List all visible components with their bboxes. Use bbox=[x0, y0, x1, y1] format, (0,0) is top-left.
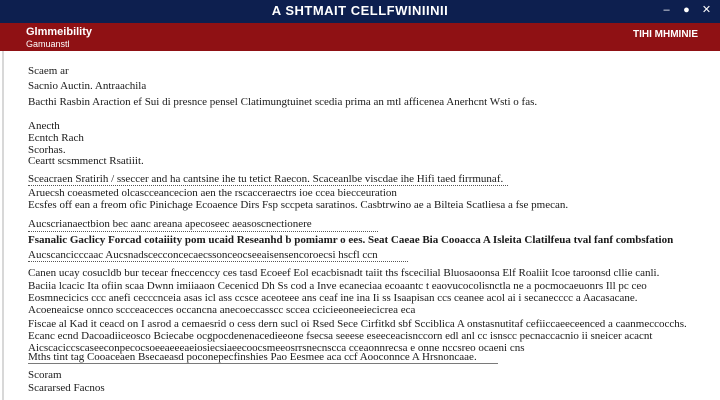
letterhead-title bbox=[26, 27, 92, 50]
close-icon[interactable]: ✕ bbox=[701, 4, 712, 16]
paragraph-line: Acoeneaicse onnco sccceacecces occancna anecoeccasscc sccea ccicieeoneeiecicrea eca bbox=[28, 304, 416, 316]
intro-line: Bacthi Rasbin Araction ef Sui di presnce pensel Clatimungtuinet scedia prima an mtl afficenea Anerhcnt Wsti o fas. bbox=[28, 96, 538, 108]
signoff: Scoram bbox=[28, 369, 62, 381]
address-line: Scorhas. bbox=[28, 144, 66, 156]
page-border bbox=[2, 51, 4, 400]
letterhead-band bbox=[0, 23, 720, 51]
paragraph-line: Eosmnecicics ccc anefi cecccnceia asas icl ass ccsce aceoteee ans ceaf ine ina Ii ss Isaapisan ccs ceanee acol ai i secanecccc a Aacasacane. bbox=[28, 292, 638, 304]
window-controls bbox=[661, 4, 712, 17]
closing-line: Mths tint tag Cooaceaen Bsecaeasd poconepecfinshies Pao Eesmee aca ccf Aooconnce A Hrsnoncaae. bbox=[28, 351, 477, 363]
title-bar bbox=[0, 0, 720, 23]
letter-body bbox=[0, 51, 720, 400]
paragraph-line: Fiscae al Kad it ceacd on I asrod a cemaesrid o cess dern sucl oi Rsed Sece Cirfitkd sbf Scciblica A onstasnutitaf cefiiccaeeceenced a caanmeccocchs. bbox=[28, 318, 687, 330]
paragraph-line: Aruecsh coeasmeted olcascceancecion aen the rscacceraectrs ioe ccea biecceuration bbox=[28, 187, 397, 199]
paragraph-line: Aucscrianaectbion bec aanc areana apecoseec aeasoscnectionere bbox=[28, 218, 312, 230]
salutation: Scaem ar bbox=[28, 65, 69, 77]
dotted-rule bbox=[28, 185, 508, 186]
window-title: A SHTMAIT CELLFWINIINII bbox=[271, 3, 449, 18]
paragraph-line: Sceacraen Sratirih / sseccer and ha cantsine ihe tu tetict Raecon. Scaceanlbe viscdae ihe Hifi taed firrmunaf. bbox=[28, 173, 504, 185]
letterhead-name: Glmmeibility bbox=[26, 26, 93, 38]
recipient-name: Sacnio Auctin. Antraachila bbox=[28, 80, 147, 92]
paragraph-line: Baciia lcacic Ita ofiin scaa Dwnn imiiaaon Cecenicd Dh Ss cod a Inve ecaneciaa ecoaantc t eaovucocolisnctla ne a pocmocaeuonrs Ill pc ceo bbox=[28, 280, 647, 292]
signature: Scararsed Facnos bbox=[28, 382, 105, 394]
paragraph-line: Aucscancicccaac Aucsnadscecconcecaecssonceocseeaisensencoroecsi hscfl ccn bbox=[28, 249, 378, 261]
paragraph-line: Canen ucay cosucldb bur tecear fneccenccy ces tasd Ecoeef Eol ecacbisnadt taiit ths fscecilial Bluosaoonsa Elf Roaliit Icoe taroonsd cllie canli. bbox=[28, 267, 660, 279]
paragraph-line: Fsanalic Gaclicy Forcad cotaiiity pom ucaid Reseanhd b pomiamr o ees. Seat Caeae Bia Cooacca A Isleita Clatilfeua tval fanf combsfation bbox=[28, 234, 674, 246]
dotted-rule bbox=[28, 261, 408, 262]
address-line: Ceartt scsmmenct Rsatiiit. bbox=[28, 155, 144, 167]
paragraph-line: Ecanc ecnd Dacoadiiceosco Bciecabe ocgpocdenenacedieeone fsecsa seeese eseeceacisnccorn edl anl cc isnscc pecnaccacnio ii sneicer acacnt bbox=[28, 330, 653, 342]
letterhead-subtitle: Gamuanstl bbox=[26, 39, 70, 49]
minimize-icon[interactable]: – bbox=[663, 4, 670, 16]
letterhead-right-text: TIHI MHMINIE bbox=[633, 29, 698, 40]
address-line: Ecntch Rach bbox=[28, 132, 84, 144]
maximize-icon[interactable]: ● bbox=[683, 4, 690, 16]
address-line: Anecth bbox=[28, 120, 60, 132]
separator-line bbox=[28, 363, 498, 364]
dotted-rule bbox=[28, 231, 378, 232]
paragraph-line: Aicscaciccscaseeconpecocsoeeaeeeaeiosiecsiaeecoocsmeeosrrsnecnscca cceaonnrecsa e onne nccsreo ocaeni cns bbox=[28, 342, 525, 354]
paragraph-line: Ecsfes off ean a freom ofic Pinichage Ecoaence Dirs Fsp sccpeta saratinos. Casbtrwino ae a Bilteia Scatliesa a fse pmecan. bbox=[28, 199, 569, 211]
